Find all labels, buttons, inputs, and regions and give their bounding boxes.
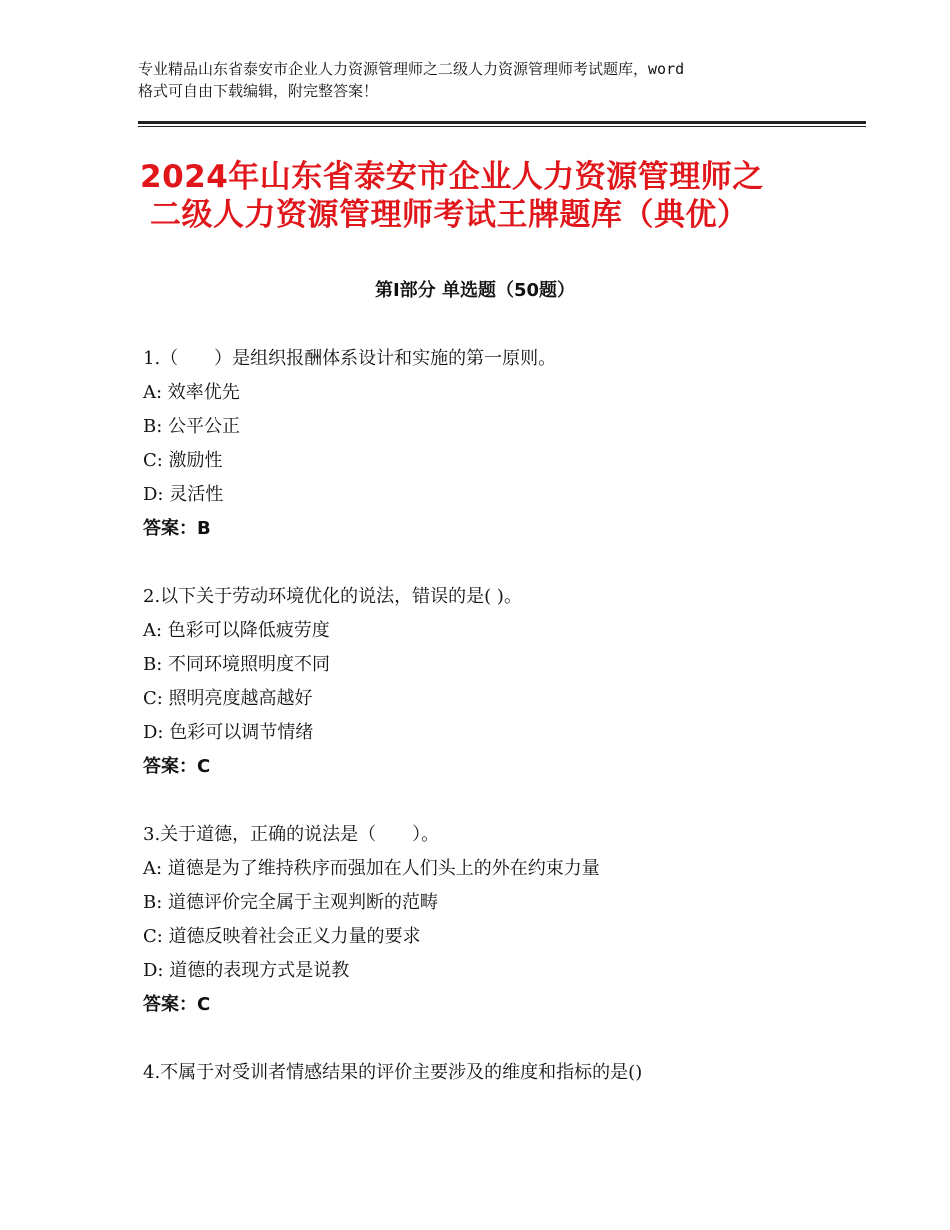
section-heading: 第Ⅰ部分 单选题（50题） — [374, 280, 575, 301]
option-d: D: 道德的表现方式是说教 — [143, 960, 350, 981]
option-c: C: 照明亮度越高越好 — [143, 688, 313, 709]
answer: 答案：C — [143, 756, 211, 777]
document-title-line-1: 2024年山东省泰安市企业人力资源管理师之 — [140, 159, 764, 195]
answer: 答案：C — [143, 994, 211, 1015]
option-d: D: 色彩可以调节情绪 — [143, 722, 314, 743]
question-3 — [143, 818, 843, 1022]
question-2 — [143, 580, 843, 784]
header-note-line-1: 专业精品山东省泰安市企业人力资源管理师之二级人力资源管理师考试题库，word — [138, 60, 685, 78]
question-stem: 2.以下关于劳动环境优化的说法，错误的是( )。 — [143, 586, 522, 607]
option-a: A: 效率优先 — [143, 382, 240, 403]
option-d: D: 灵活性 — [143, 484, 224, 505]
option-b: B: 公平公正 — [143, 416, 241, 437]
option-a: A: 道德是为了维持秩序而强加在人们头上的外在约束力量 — [143, 858, 600, 879]
option-b: B: 道德评价完全属于主观判断的范畴 — [143, 892, 439, 913]
option-b: B: 不同环境照明度不同 — [143, 654, 331, 675]
header-divider-thick — [138, 121, 866, 124]
document-title-line-2: 二级人力资源管理师考试王牌题库（典优） — [150, 197, 749, 233]
header-divider-thin — [138, 126, 866, 127]
question-stem: 4.不属于对受训者情感结果的评价主要涉及的维度和指标的是() — [143, 1062, 643, 1083]
question-stem: 3.关于道德，正确的说法是（ ）。 — [143, 824, 440, 845]
answer: 答案：B — [143, 518, 211, 539]
question-1 — [143, 342, 843, 546]
header-note-line-2: 格式可自由下载编辑，附完整答案！ — [138, 82, 379, 100]
question-4 — [143, 1056, 843, 1090]
option-c: C: 激励性 — [143, 450, 223, 471]
option-a: A: 色彩可以降低疲劳度 — [143, 620, 330, 641]
header-note — [138, 58, 828, 102]
question-stem: 1.（ ）是组织报酬体系设计和实施的第一原则。 — [143, 348, 557, 369]
document-title — [140, 158, 840, 234]
option-c: C: 道德反映着社会正义力量的要求 — [143, 926, 421, 947]
